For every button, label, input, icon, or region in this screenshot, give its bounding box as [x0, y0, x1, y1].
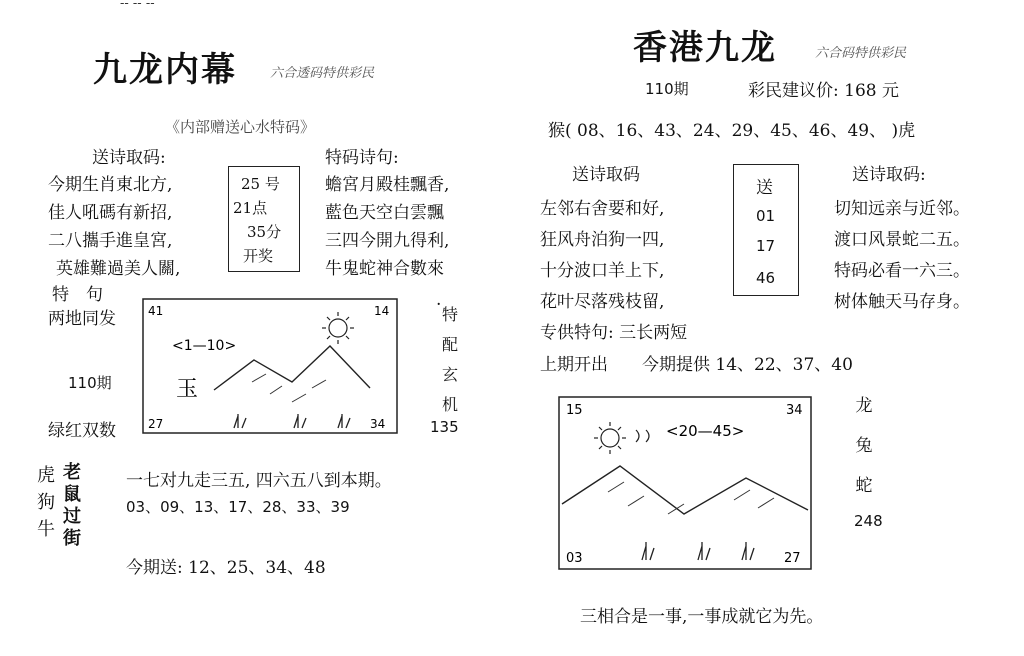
teju-label: 特 句: [52, 285, 103, 305]
number-line: 03、09、13、17、28、33、39: [126, 498, 350, 516]
left-pic-corner-tr: 14: [374, 304, 390, 318]
zodiac-mid-column: 老 鼠 过 街: [63, 462, 81, 549]
right-poem-left-line: 十分波口羊上下,: [540, 261, 665, 281]
send-box-label: 送: [756, 178, 773, 198]
left-title-sub: 六合透码特供彩民: [270, 66, 375, 81]
left-pic-corner-bl: 27: [148, 417, 164, 431]
verse-line: 一七对九走三五, 四六五八到本期。: [126, 471, 392, 491]
right-picture: [558, 396, 812, 570]
right-poem-right-line: 切知远亲与近邻。: [834, 199, 970, 219]
grass-icon: [234, 414, 350, 428]
left-poem-head: 送诗取码:: [92, 148, 166, 168]
right-poem-right-line: 渡口风景蛇二五。: [834, 230, 970, 250]
right-pic-corner-bl: 03: [566, 551, 583, 566]
send-box-number: 46: [756, 269, 776, 287]
right-pic-range: <20—45>: [666, 422, 745, 440]
right-poem-right-line: 树体触天马存身。: [834, 292, 970, 312]
left-poem-line: 佳人吼碼有新招,: [48, 203, 173, 223]
draw-box-line: 25 号: [241, 175, 280, 193]
left-poem-line: 英雄難過美人關,: [56, 259, 181, 279]
draw-time-box: [228, 166, 300, 272]
tema-poem-head: 特码诗句:: [325, 148, 399, 168]
draw-box-line: 21点: [233, 199, 268, 217]
right-price: 彩民建议价: 168 元: [748, 81, 899, 101]
tema-poem-line: 蟾宮月殿桂飄香,: [325, 175, 450, 195]
right-poem-head-right: 送诗取码:: [852, 165, 926, 185]
monkey-tiger-line: 猴( 08、16、43、24、29、45、46、49、 )虎: [548, 121, 916, 141]
right-poem-left-line: 左邻右舍要和好,: [540, 199, 665, 219]
left-poem-line: 今期生肖東北方,: [48, 175, 173, 195]
mountain-strokes: [252, 374, 326, 402]
draw-box-line: 开奖: [243, 247, 274, 265]
right-side-vertical: 龙 兔 蛇: [855, 396, 873, 496]
left-issue: 110期: [68, 374, 112, 392]
left-picture-frame: [143, 299, 397, 433]
top-garbled-text: -- -- --: [120, 0, 155, 11]
left-title: 九龙内幕: [93, 50, 237, 90]
send-box-number: 01: [756, 207, 776, 225]
right-poem-left-line: 狂风舟泊狗一四,: [540, 230, 665, 250]
right-title: 香港九龙: [633, 28, 777, 68]
left-poem-line: 二八攜手進皇宮,: [48, 231, 173, 251]
zodiac-left-column: 虎 狗 牛: [37, 465, 55, 540]
left-banner: 《内部赠送心水特码》: [165, 118, 316, 136]
right-title-sub: 六合码特供彩民: [815, 46, 907, 61]
teju-text: 两地同发: [48, 309, 116, 329]
right-issue: 110期: [645, 80, 689, 98]
send-numbers-box: [733, 164, 799, 296]
send-box-number: 17: [756, 237, 776, 255]
sun-icon: [594, 422, 649, 454]
special-line: 专供特句: 三长两短: [540, 323, 688, 343]
color-label: 绿红双数: [48, 421, 116, 441]
left-picture: [142, 298, 398, 434]
grass-icon: [642, 542, 754, 560]
right-poem-right-line: 特码必看一六三。: [834, 261, 970, 281]
left-pic-corner-br: 34: [370, 417, 386, 431]
mountains-icon: [562, 466, 808, 514]
draw-box-line: 35分: [247, 223, 282, 241]
left-pic-range: <1—10>: [172, 338, 237, 354]
mountains-icon: [214, 346, 370, 390]
right-footer: 三相合是一事,一事成就它为先。: [580, 607, 824, 627]
left-side-number: 135: [430, 418, 459, 436]
tema-poem-line: 藍色天空白雲飄: [325, 203, 444, 223]
right-pic-corner-tr: 34: [786, 403, 803, 418]
tema-poem-line: 牛鬼蛇神合數來: [325, 259, 444, 279]
sun-icon: [322, 312, 354, 344]
right-poem-head-left: 送诗取码: [572, 165, 640, 185]
left-pic-char: 玉: [176, 377, 199, 402]
last-issue-line: 上期开出 今期提供 14、22、37、40: [540, 355, 853, 375]
right-side-number: 248: [854, 512, 883, 530]
left-send-line: 今期送: 12、25、34、48: [126, 558, 326, 578]
left-pic-corner-tl: 41: [148, 304, 164, 318]
right-pic-corner-br: 27: [784, 551, 801, 566]
tema-poem-line: 三四今開九得利,: [325, 231, 450, 251]
left-side-vertical: 特 配 玄 机: [441, 305, 458, 414]
right-pic-corner-tl: 15: [566, 403, 583, 418]
side-dot: .: [436, 290, 442, 310]
right-poem-left-line: 花叶尽落残枝留,: [540, 292, 665, 312]
